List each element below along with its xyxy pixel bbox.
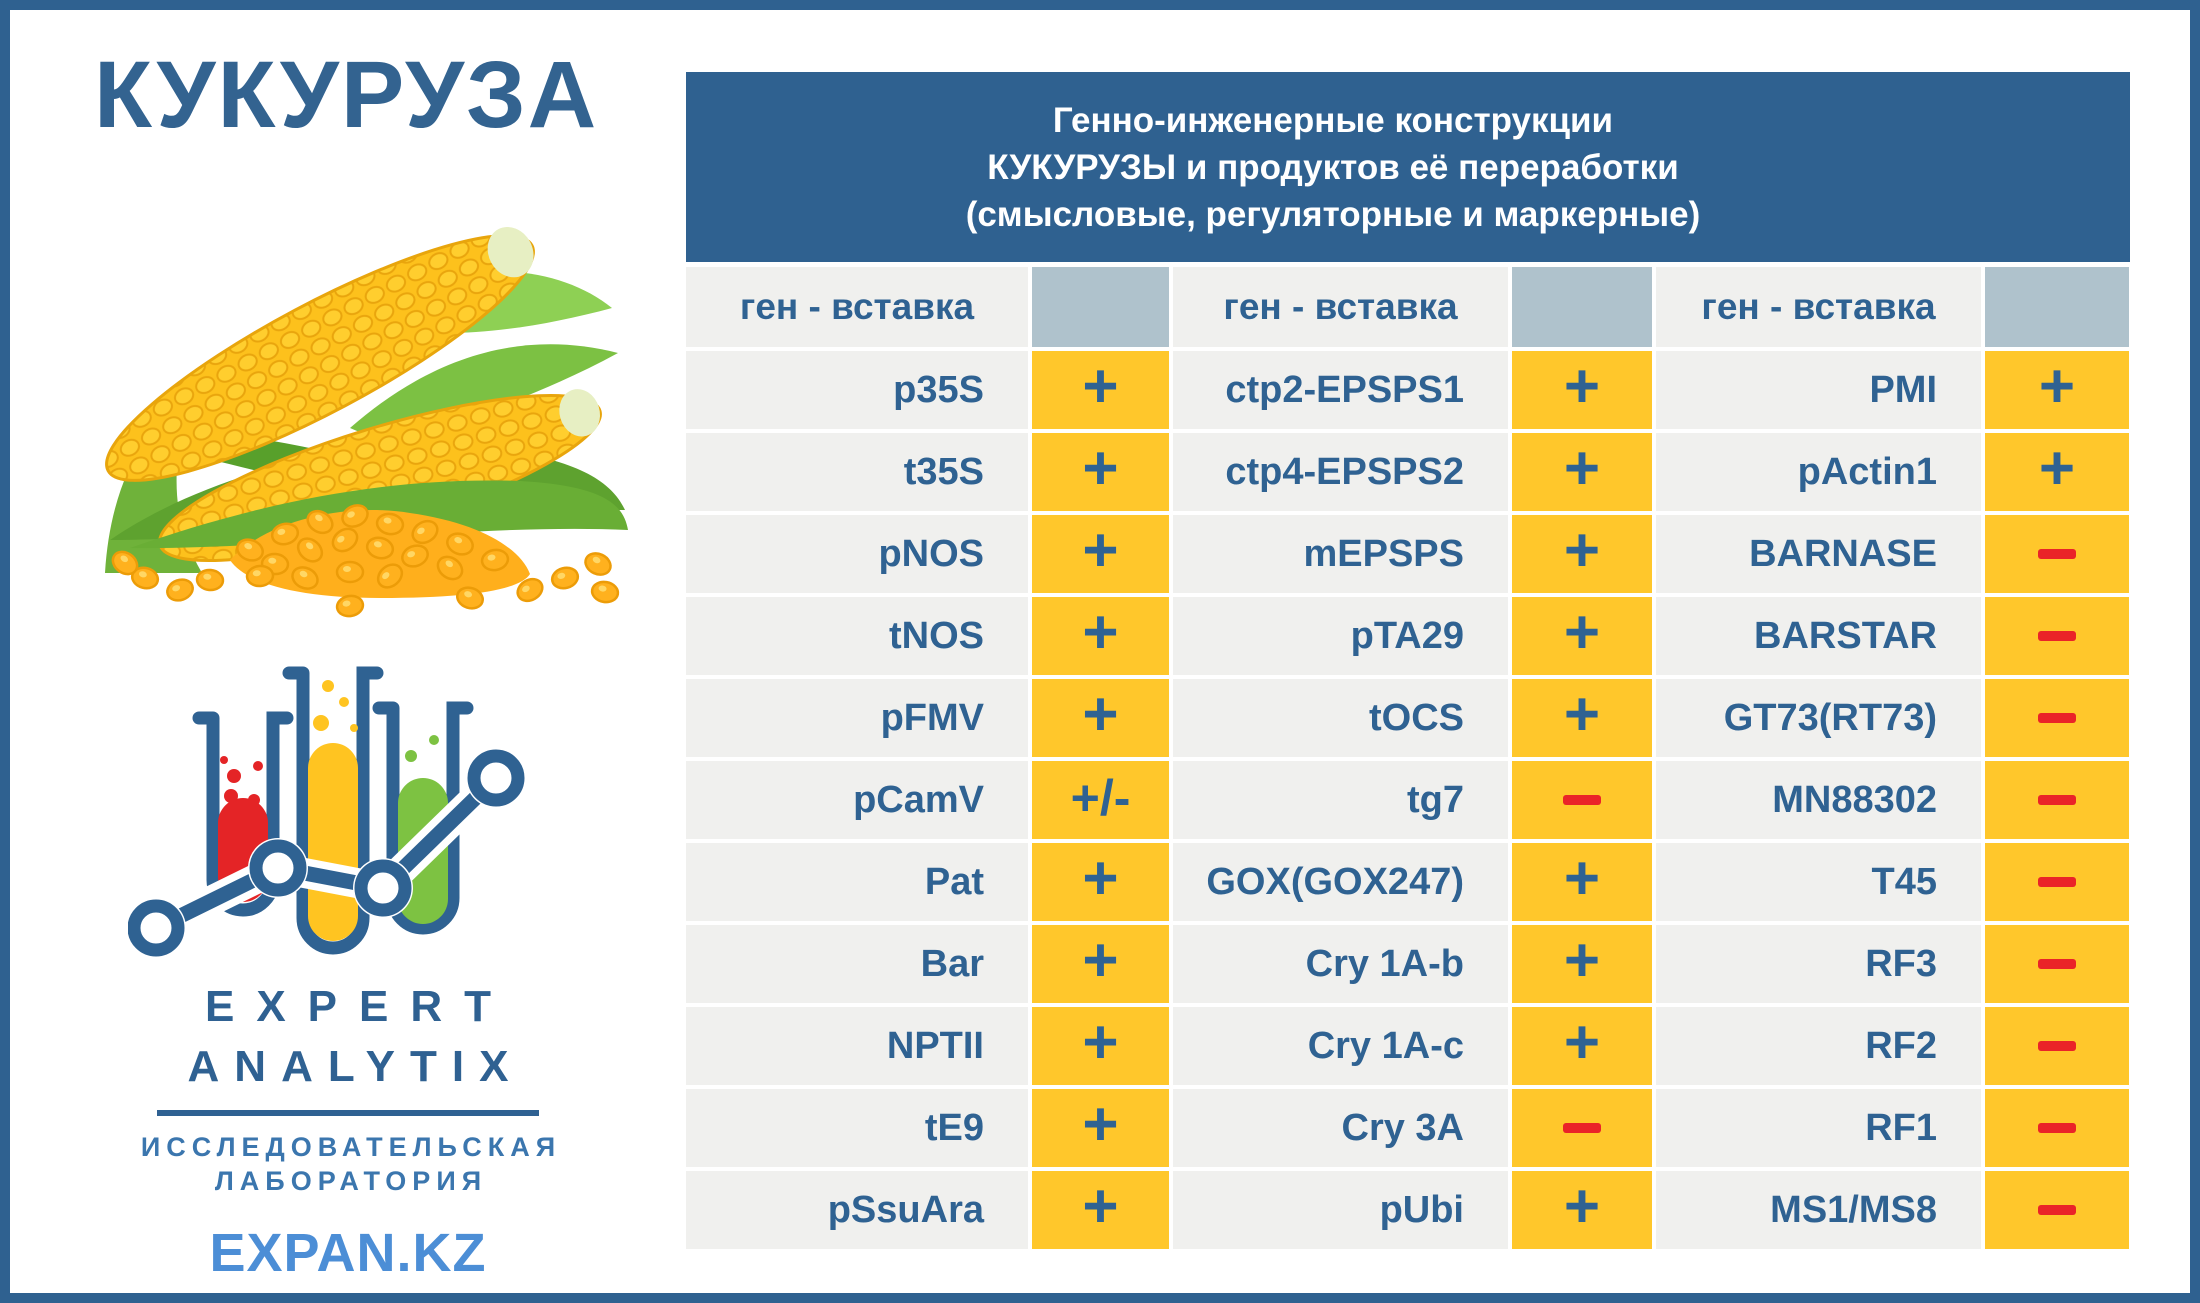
plus-sign: + xyxy=(2038,434,2076,503)
gene-name-cell: Cry 1A-c xyxy=(1173,1007,1508,1085)
result-cell xyxy=(1512,597,1652,675)
result-cell xyxy=(1512,351,1652,429)
plus-sign: + xyxy=(1563,926,1601,995)
column-header-gene: ген - вставка xyxy=(686,267,1028,347)
minus-sign xyxy=(2038,631,2076,641)
gene-name-cell: ctp2-EPSPS1 xyxy=(1173,351,1508,429)
plus-sign: + xyxy=(1082,1172,1119,1241)
result-cell xyxy=(1985,515,2129,593)
gene-name-cell: pCamV xyxy=(686,761,1028,839)
gene-name-cell: ctp4-EPSPS2 xyxy=(1173,433,1508,511)
column-header-result xyxy=(1032,267,1169,347)
result-cell xyxy=(1032,761,1169,839)
result-cell xyxy=(1032,351,1169,429)
gene-name-cell: Cry 3A xyxy=(1173,1089,1508,1167)
brand-subtitle-line1: ИССЛЕДОВАТЕЛЬСКАЯ xyxy=(140,1132,562,1162)
gene-name-cell: MS1/MS8 xyxy=(1656,1171,1981,1249)
gene-name-cell: Pat xyxy=(686,843,1028,921)
result-cell xyxy=(1512,433,1652,511)
minus-sign xyxy=(1563,795,1601,805)
gene-name-cell: tNOS xyxy=(686,597,1028,675)
gene-name-cell: t35S xyxy=(686,433,1028,511)
gene-name-cell: GOX(GOX247) xyxy=(1173,843,1508,921)
plus-sign: + xyxy=(1563,1008,1601,1077)
result-cell xyxy=(1032,1089,1169,1167)
result-cell xyxy=(1032,597,1169,675)
plus-sign: + xyxy=(1563,352,1601,421)
result-cell xyxy=(1512,843,1652,921)
table-title-line1: Генно-инженерные конструкции xyxy=(1052,100,1614,140)
gene-name-cell: RF1 xyxy=(1656,1089,1981,1167)
column-header-gene: ген - вставка xyxy=(1656,267,1981,347)
minus-sign xyxy=(1563,1123,1601,1133)
result-cell xyxy=(1512,1089,1652,1167)
gene-name-cell: tE9 xyxy=(686,1089,1028,1167)
plus-sign: + xyxy=(1082,680,1119,749)
gene-name-cell: PMI xyxy=(1656,351,1981,429)
result-cell xyxy=(1985,1007,2129,1085)
result-cell xyxy=(1985,597,2129,675)
plus-sign: + xyxy=(1563,434,1601,503)
lab-logo xyxy=(128,628,528,988)
plus-sign: + xyxy=(1563,1172,1601,1241)
gene-name-cell: pActin1 xyxy=(1656,433,1981,511)
result-cell xyxy=(1985,679,2129,757)
gene-name-cell: p35S xyxy=(686,351,1028,429)
gene-name-cell: tg7 xyxy=(1173,761,1508,839)
gene-name-cell: pSsuAra xyxy=(686,1171,1028,1249)
minus-sign xyxy=(2038,1123,2076,1133)
result-cell xyxy=(1032,925,1169,1003)
gene-name-cell: RF2 xyxy=(1656,1007,1981,1085)
plus-sign: + xyxy=(1082,1008,1119,1077)
result-cell xyxy=(1032,843,1169,921)
minus-sign xyxy=(2038,1205,2076,1215)
plus-sign: + xyxy=(1082,598,1119,667)
result-cell xyxy=(1512,1171,1652,1249)
page-title: КУКУРУЗА xyxy=(94,42,599,148)
minus-sign xyxy=(2038,877,2076,887)
gene-name-cell: pFMV xyxy=(686,679,1028,757)
gene-name-cell: GT73(RT73) xyxy=(1656,679,1981,757)
result-cell xyxy=(1985,925,2129,1003)
brand-block xyxy=(98,982,598,1284)
plus-sign: + xyxy=(1082,516,1119,585)
plus-sign: + xyxy=(1082,352,1119,421)
brand-name-line2: ANALYTIX xyxy=(187,1042,524,1091)
result-cell xyxy=(1985,1089,2129,1167)
minus-sign xyxy=(2038,713,2076,723)
gene-name-cell: BARSTAR xyxy=(1656,597,1981,675)
table-title-line2: КУКУРУЗЫ и продуктов её переработки xyxy=(987,147,1679,187)
gene-name-cell: BARNASE xyxy=(1656,515,1981,593)
minus-sign xyxy=(2038,549,2076,559)
brand-name-line1: EXPERT xyxy=(204,982,514,1031)
result-cell xyxy=(1985,1171,2129,1249)
result-cell xyxy=(1512,515,1652,593)
minus-sign xyxy=(2038,1041,2076,1051)
gene-name-cell: RF3 xyxy=(1656,925,1981,1003)
plus-sign: + xyxy=(1563,516,1601,585)
result-cell xyxy=(1985,351,2129,429)
result-cell xyxy=(1985,761,2129,839)
result-cell xyxy=(1032,679,1169,757)
brand-divider xyxy=(157,1110,539,1116)
gene-name-cell: mEPSPS xyxy=(1173,515,1508,593)
result-cell xyxy=(1032,1171,1169,1249)
gene-name-cell: NPTII xyxy=(686,1007,1028,1085)
gene-name-cell: pNOS xyxy=(686,515,1028,593)
plus-sign: + xyxy=(1082,844,1119,913)
result-cell xyxy=(1032,433,1169,511)
gene-name-cell: Bar xyxy=(686,925,1028,1003)
result-cell xyxy=(1512,679,1652,757)
gene-name-cell: T45 xyxy=(1656,843,1981,921)
brand-subtitle-line2: ЛАБОРАТОРИЯ xyxy=(214,1166,488,1196)
plus-sign: + xyxy=(1563,598,1601,667)
result-cell xyxy=(1032,515,1169,593)
gene-name-cell: pUbi xyxy=(1173,1171,1508,1249)
result-cell xyxy=(1032,1007,1169,1085)
result-cell xyxy=(1512,925,1652,1003)
corn-image xyxy=(50,178,630,618)
table-title-banner xyxy=(686,72,2130,262)
gene-name-cell: tOCS xyxy=(1173,679,1508,757)
result-cell xyxy=(1985,843,2129,921)
result-cell xyxy=(1985,433,2129,511)
minus-sign xyxy=(2038,795,2076,805)
gene-table xyxy=(686,267,2130,1249)
minus-sign xyxy=(2038,959,2076,969)
result-cell xyxy=(1512,1007,1652,1085)
plus-sign: + xyxy=(1563,844,1601,913)
plus-sign: + xyxy=(1082,434,1119,503)
gene-name-cell: pTA29 xyxy=(1173,597,1508,675)
plus-sign: + xyxy=(2038,352,2076,421)
website-link: EXPAN.KZ xyxy=(209,1223,487,1283)
table-title-line3: (смысловые, регуляторные и маркерные) xyxy=(965,194,1701,234)
column-header-gene: ген - вставка xyxy=(1173,267,1508,347)
gene-name-cell: Cry 1A-b xyxy=(1173,925,1508,1003)
plus-sign: + xyxy=(1082,1090,1119,1159)
column-header-result xyxy=(1985,267,2129,347)
plus-sign: + xyxy=(1563,680,1601,749)
plus-minus-sign: +/- xyxy=(1070,770,1131,826)
plus-sign: + xyxy=(1082,926,1119,995)
column-header-result xyxy=(1512,267,1652,347)
gene-name-cell: MN88302 xyxy=(1656,761,1981,839)
result-cell xyxy=(1512,761,1652,839)
